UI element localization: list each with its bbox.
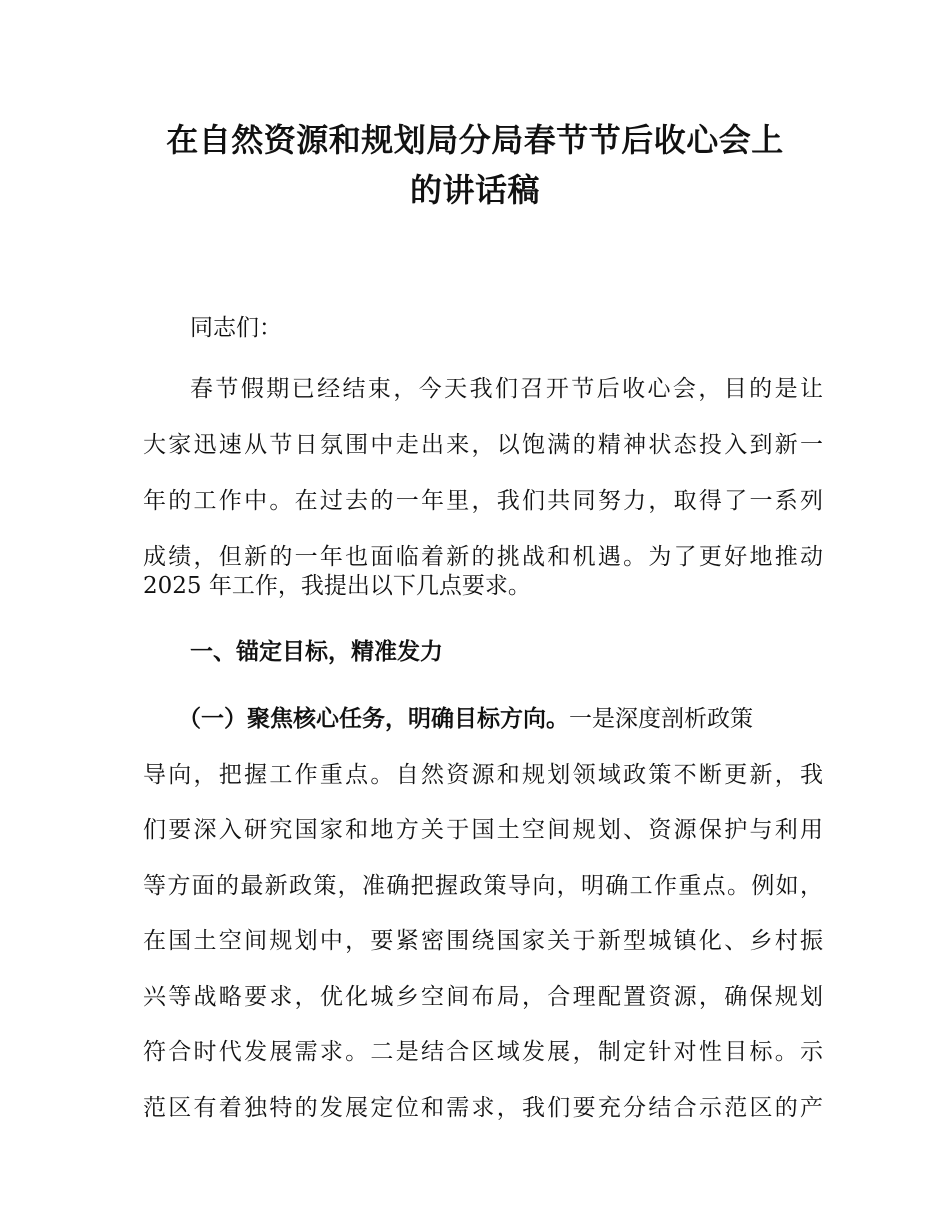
intro-line-1: 春节假期已经结束，今天我们召开节后收心会，目的是让 bbox=[190, 376, 823, 402]
intro-line-4: 成绩，但新的一年也面临着新的挑战和机遇。为了更好地推动 bbox=[143, 544, 823, 570]
document-title-line-2: 的讲话稿 bbox=[409, 171, 540, 209]
document-title-line-1: 在自然资源和规划局分局春节节后收心会上 bbox=[166, 121, 784, 159]
subsection-1-heading: （一）聚焦核心任务，明确目标方向。 bbox=[178, 706, 569, 732]
subsection-1-first-line-rest: 一是深度剖析政策 bbox=[569, 706, 753, 732]
subsection-1-line-7: 符合时代发展需求。二是结合区域发展，制定针对性目标。示 bbox=[143, 1039, 823, 1065]
intro-line-3: 年的工作中。在过去的一年里，我们共同努力，取得了一系列 bbox=[143, 488, 823, 514]
intro-line-2: 大家迅速从节日氛围中走出来，以饱满的精神状态投入到新一 bbox=[143, 432, 823, 458]
subsection-1-line-6: 兴等战略要求，优化城乡空间布局，合理配置资源，确保规划 bbox=[143, 984, 823, 1010]
subsection-1-line-8: 范区有着独特的发展定位和需求，我们要充分结合示范区的产 bbox=[143, 1095, 823, 1121]
subsection-1-line-2: 导向，把握工作重点。自然资源和规划领域政策不断更新，我 bbox=[143, 762, 823, 788]
subsection-1-line-3: 们要深入研究国家和地方关于国土空间规划、资源保护与利用 bbox=[143, 817, 823, 843]
subsection-1-line-4: 等方面的最新政策，准确把握政策导向，明确工作重点。例如， bbox=[143, 873, 823, 899]
subsection-1-first-line bbox=[178, 701, 823, 737]
section-1-heading: 一、锚定目标，精准发力 bbox=[190, 639, 443, 665]
intro-line-5: 2025 年工作，我提出以下几点要求。 bbox=[143, 573, 531, 599]
salutation: 同志们： bbox=[190, 315, 282, 341]
subsection-1-line-5: 在国土空间规划中，要紧密围绕国家关于新型城镇化、乡村振 bbox=[143, 928, 823, 954]
